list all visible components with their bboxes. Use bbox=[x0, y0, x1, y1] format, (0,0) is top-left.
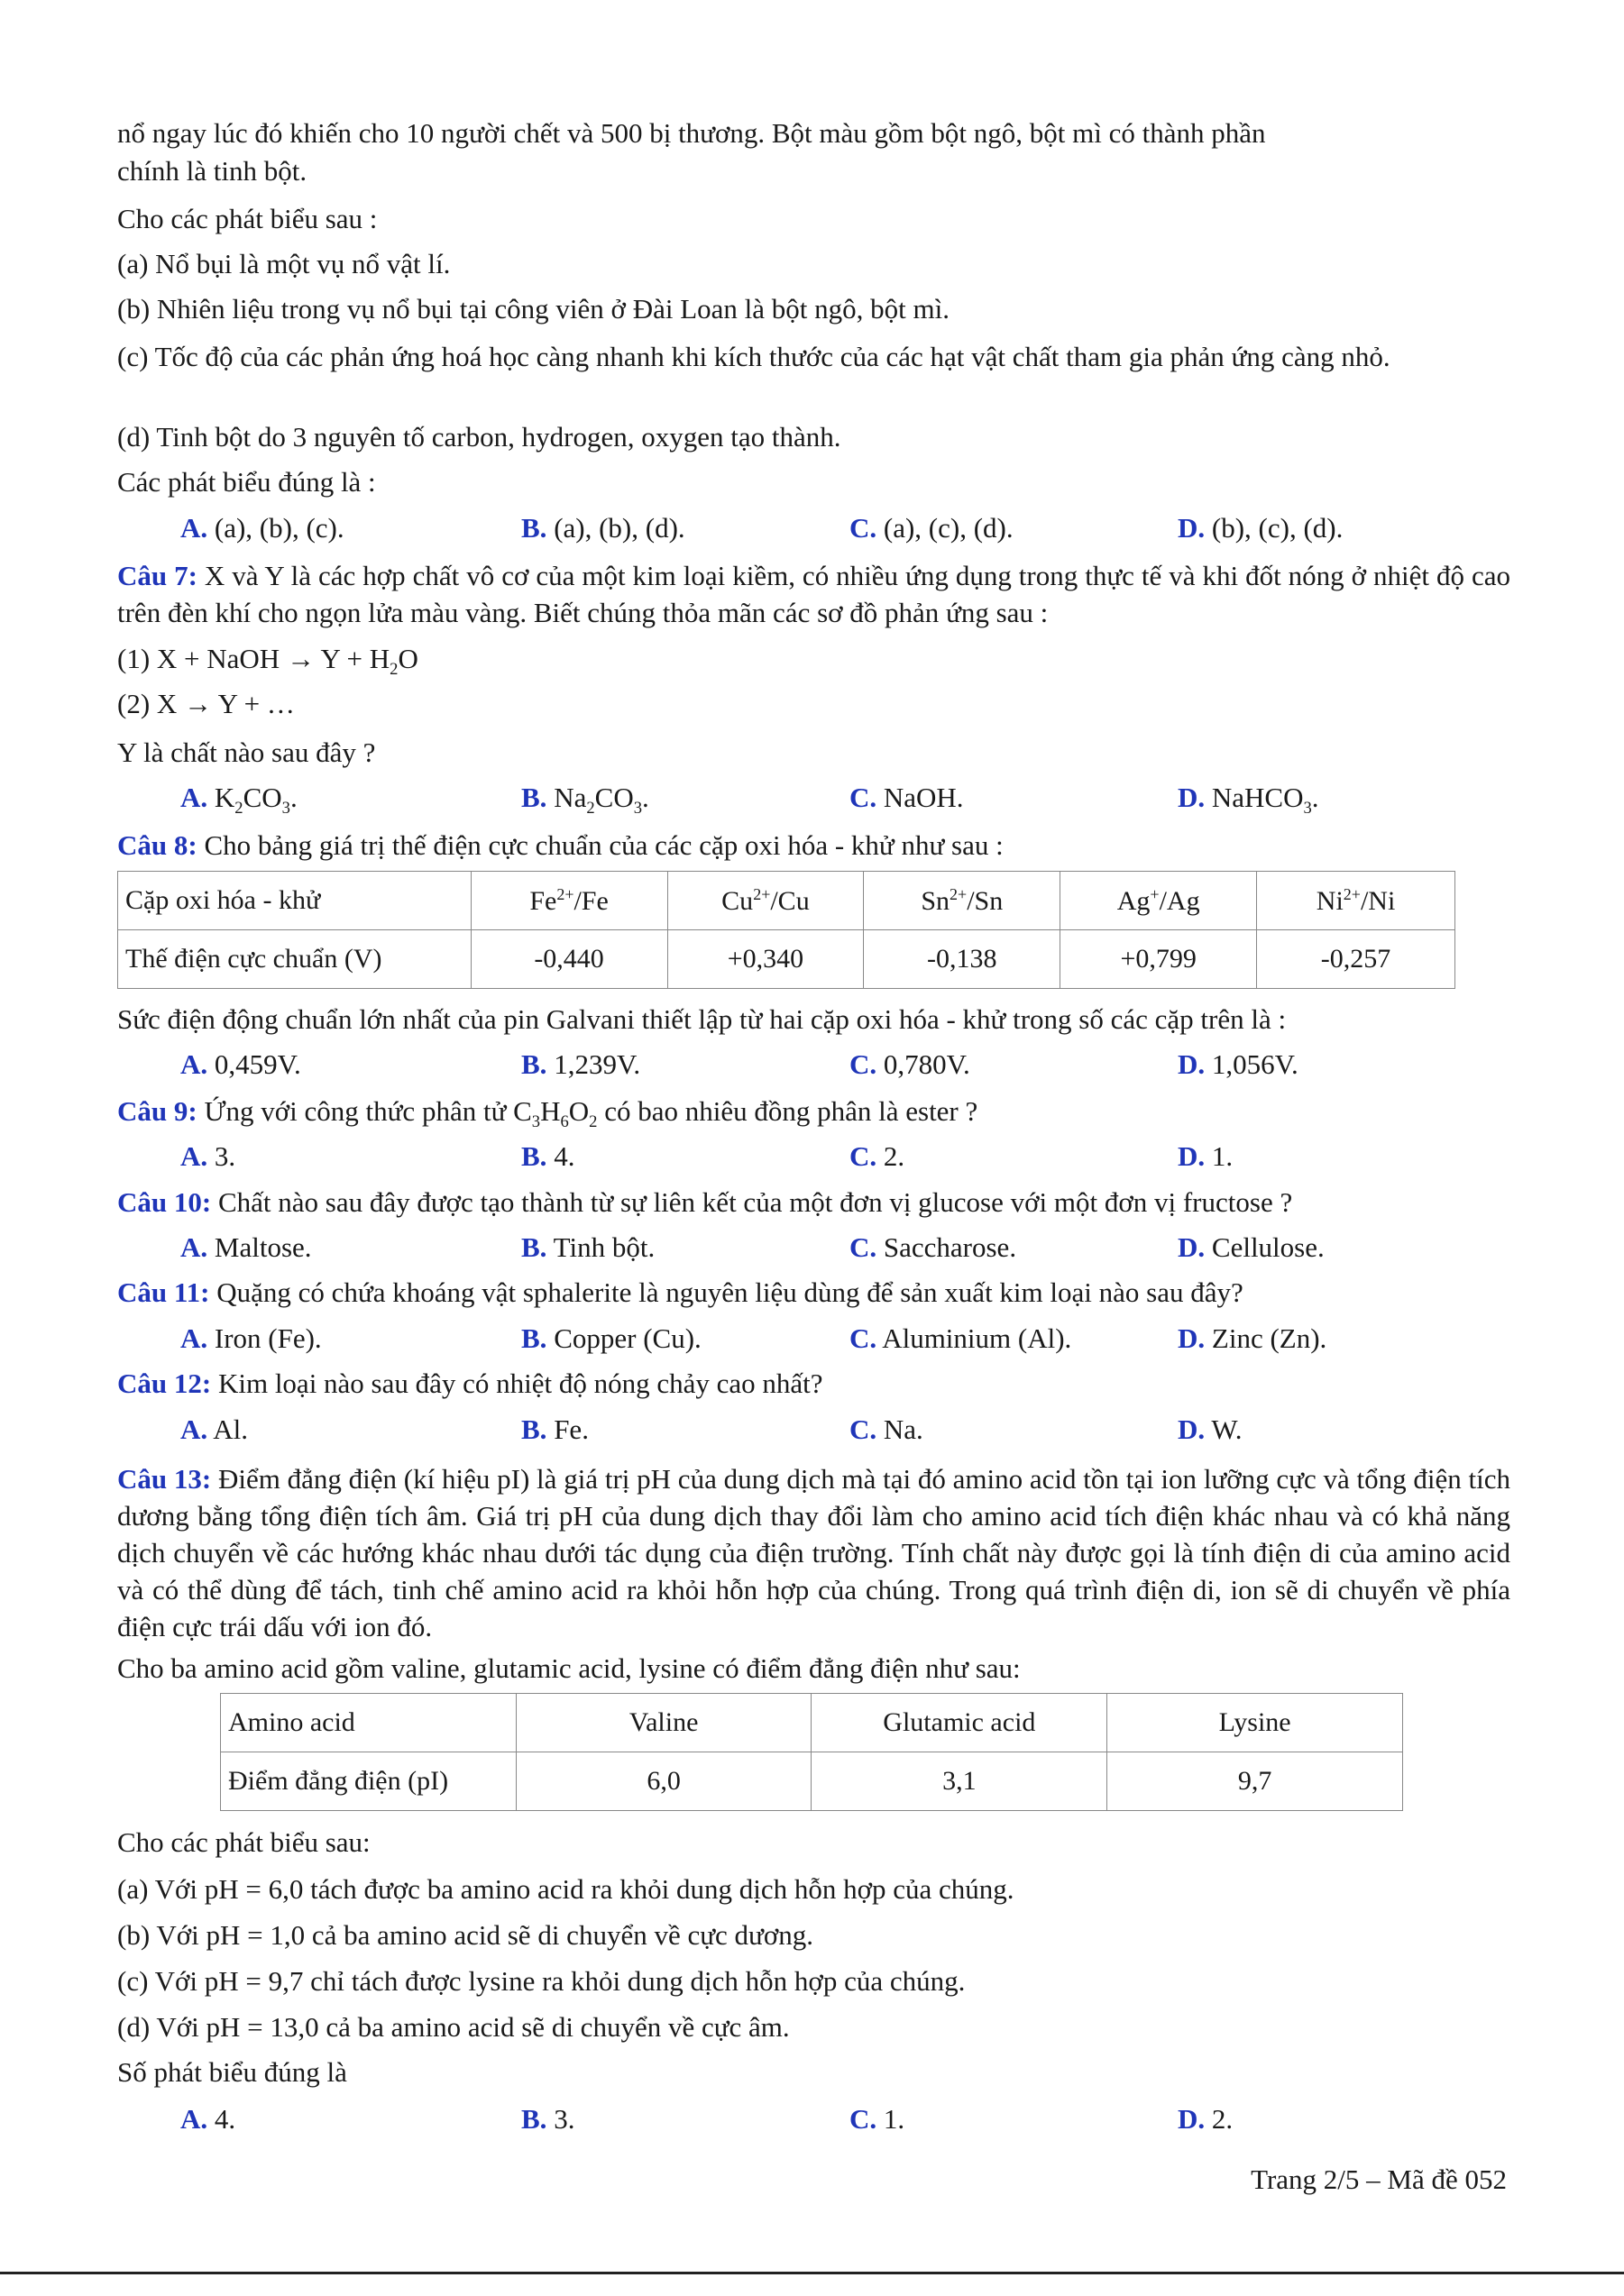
intro-ask: Các phát biểu đúng là : bbox=[117, 466, 376, 498]
table-cell: -0,138 bbox=[864, 930, 1060, 989]
q13-statement-a: (a) Với pH = 6,0 tách được ba amino acid ra khỏi dung dịch hỗn hợp của chúng. bbox=[117, 1873, 1014, 1905]
table-row bbox=[118, 872, 1455, 930]
q8-option-c: C. 0,780V. bbox=[849, 1048, 970, 1080]
question-10: Câu 10: Chất nào sau đây được tạo thành từ sự liên kết của một đơn vị glucose với một đơn vị fructose ? bbox=[117, 1186, 1293, 1218]
table-cell: Thế điện cực chuẩn (V) bbox=[118, 930, 472, 989]
q11-option-c: C. Aluminium (Al). bbox=[849, 1322, 1072, 1354]
question-12: Câu 12: Kim loại nào sau đây có nhiệt độ nóng chảy cao nhất? bbox=[117, 1368, 823, 1399]
q9-option-d: D. 1. bbox=[1178, 1140, 1234, 1172]
q7-ask: Y là chất nào sau đây ? bbox=[117, 736, 376, 768]
q11-option-a: A. Iron (Fe). bbox=[180, 1322, 322, 1354]
q12-option-d: D. W. bbox=[1178, 1413, 1243, 1445]
q9-option-a: A. 3. bbox=[180, 1140, 236, 1172]
intro-line-1: nổ ngay lúc đó khiến cho 10 người chết và 500 bị thương. Bột màu gồm bột ngô, bột mì có thành phần bbox=[117, 117, 1266, 149]
statement-d: (d) Tinh bột do 3 nguyên tố carbon, hydrogen, oxygen tạo thành. bbox=[117, 421, 841, 453]
statement-b: (b) Nhiên liệu trong vụ nổ bụi tại công viên ở Đài Loan là bột ngô, bột mì. bbox=[117, 293, 950, 325]
q13-option-a: A. 4. bbox=[180, 2103, 236, 2135]
q11-option-b: B. Copper (Cu). bbox=[521, 1322, 702, 1354]
q13-prompt: Cho các phát biểu sau: bbox=[117, 1826, 371, 1858]
option-a: A. (a), (b), (c). bbox=[180, 512, 344, 544]
table-row bbox=[221, 1694, 1403, 1752]
table-cell: $Sn^{2+}/Sn$ bbox=[864, 872, 1060, 930]
table-cell: $Fe^{2+}/Fe$ bbox=[471, 872, 667, 930]
table-row bbox=[221, 1752, 1403, 1811]
q8-option-a: A. 0,459V. bbox=[180, 1048, 301, 1080]
pi-table bbox=[220, 1693, 1403, 1811]
question-13: Câu 13: Điểm đẳng điện (kí hiệu pI) là giá trị pH của dung dịch mà tại đó amino acid tồn tại ion lưỡng cực và tổng điện tích dương bằng tổng điện tích âm. Giá trị pH của dung dịch thay đổi làm cho amino acid tích điện khác nhau và có khả năng dịch chuyển về các hướng khác nhau dưới tác dụng của điện trường. Tính chất này được gọi là tính điện di của amino acid và có thể dùng để tách, tinh chế amino acid ra khỏi hỗn hợp của chúng. Trong quá trình điện di, ion sẽ di chuyển về phía điện cực trái dấu với ion đó. bbox=[117, 1463, 1511, 1642]
q13-option-c: C. 1. bbox=[849, 2103, 905, 2135]
q7-option-d: D. NaHCO$_3$. bbox=[1178, 782, 1319, 819]
option-d: D. (b), (c), (d). bbox=[1178, 512, 1344, 544]
option-c: C. (a), (c), (d). bbox=[849, 512, 1014, 544]
statement-c: (c) Tốc độ của các phản ứng hoá học càng nhanh khi kích thước của các hạt vật chất tham gia phản ứng càng nhỏ. bbox=[117, 341, 1390, 372]
q13-statement-b: (b) Với pH = 1,0 cả ba amino acid sẽ di chuyển về cực dương. bbox=[117, 1919, 813, 1951]
q8-option-b: B. 1,239V. bbox=[521, 1048, 641, 1080]
equation-2: (2) X → Y + … bbox=[117, 688, 295, 719]
table-cell: Valine bbox=[516, 1694, 812, 1752]
page-footer: Trang 2/5 – Mã đề 052 bbox=[1251, 2163, 1507, 2195]
table-cell: +0,340 bbox=[667, 930, 864, 989]
question-7: Câu 7: X và Y là các hợp chất vô cơ của một kim loại kiềm, có nhiều ứng dụng trong thực tế và khi đốt nóng ở nhiệt độ cao trên đèn khí cho ngọn lửa màu vàng. Biết chúng thỏa mãn các sơ đồ phản ứng sau : bbox=[117, 560, 1511, 628]
potential-table bbox=[117, 871, 1455, 989]
q10-option-d: D. Cellulose. bbox=[1178, 1231, 1325, 1263]
question-9: Câu 9: Ứng với công thức phân tử $C_3H_6O_2$ có bao nhiêu đồng phân là ester ? bbox=[117, 1095, 978, 1132]
q7-option-a: A. $K_2CO_3$. bbox=[180, 782, 298, 819]
q11-option-d: D. Zinc (Zn). bbox=[1178, 1322, 1327, 1354]
q7-option-c: C. NaOH. bbox=[849, 782, 964, 813]
table-cell: Glutamic acid bbox=[812, 1694, 1107, 1752]
table-cell: Cặp oxi hóa - khử bbox=[118, 872, 472, 930]
statement-a: (a) Nổ bụi là một vụ nổ vật lí. bbox=[117, 248, 451, 279]
table-cell: $Cu^{2+}/Cu$ bbox=[667, 872, 864, 930]
q12-option-c: C. Na. bbox=[849, 1413, 923, 1445]
q9-option-c: C. 2. bbox=[849, 1140, 905, 1172]
q10-option-a: A. Maltose. bbox=[180, 1231, 312, 1263]
question-8: Câu 8: Cho bảng giá trị thế điện cực chuẩn của các cặp oxi hóa - khử như sau : bbox=[117, 829, 1004, 861]
q12-option-a: A. Al. bbox=[180, 1413, 248, 1445]
q7-option-b: B. $Na_2CO_3$. bbox=[521, 782, 649, 819]
table-cell: Lysine bbox=[1107, 1694, 1403, 1752]
table-cell: 3,1 bbox=[812, 1752, 1107, 1811]
q10-option-c: C. Saccharose. bbox=[849, 1231, 1017, 1263]
bottom-divider bbox=[0, 2272, 1624, 2274]
q13-statement-c: (c) Với pH = 9,7 chỉ tách được lysine ra khỏi dung dịch hỗn hợp của chúng. bbox=[117, 1965, 966, 1997]
q8-option-d: D. 1,056V. bbox=[1178, 1048, 1298, 1080]
question-11: Câu 11: Quặng có chứa khoáng vật sphalerite là nguyên liệu dùng để sản xuất kim loại nào sau đây? bbox=[117, 1276, 1243, 1308]
table-cell: 6,0 bbox=[516, 1752, 812, 1811]
q9-option-b: B. 4. bbox=[521, 1140, 575, 1172]
q10-option-b: B. Tinh bột. bbox=[521, 1231, 656, 1263]
equation-1: (1) X + NaOH → $Y + H_2O$ bbox=[117, 643, 418, 680]
table-cell: -0,440 bbox=[471, 930, 667, 989]
table-cell: Ag+/Ag bbox=[1060, 872, 1257, 930]
table-cell: 9,7 bbox=[1107, 1752, 1403, 1811]
q8-ask: Sức điện động chuẩn lớn nhất của pin Galvani thiết lập từ hai cặp oxi hóa - khử trong số các cặp trên là : bbox=[117, 1003, 1287, 1035]
option-b: B. (a), (b), (d). bbox=[521, 512, 685, 544]
q13-intro-last: Cho ba amino acid gồm valine, glutamic acid, lysine có điểm đẳng điện như sau: bbox=[117, 1652, 1021, 1684]
q13-statement-d: (d) Với pH = 13,0 cả ba amino acid sẽ di chuyển về cực âm. bbox=[117, 2011, 790, 2043]
table-cell: Điểm đẳng điện (pI) bbox=[221, 1752, 517, 1811]
q12-option-b: B. Fe. bbox=[521, 1413, 589, 1445]
q13-ask: Số phát biểu đúng là bbox=[117, 2056, 347, 2088]
table-cell: Amino acid bbox=[221, 1694, 517, 1752]
intro-line-2: chính là tinh bột. bbox=[117, 155, 307, 187]
table-cell: +0,799 bbox=[1060, 930, 1257, 989]
q13-option-b: B. 3. bbox=[521, 2103, 575, 2135]
table-cell: -0,257 bbox=[1257, 930, 1455, 989]
table-row bbox=[118, 930, 1455, 989]
q13-option-d: D. 2. bbox=[1178, 2103, 1234, 2135]
table-cell: $Ni^{2+}/Ni$ bbox=[1257, 872, 1455, 930]
intro-prompt: Cho các phát biểu sau : bbox=[117, 203, 378, 234]
